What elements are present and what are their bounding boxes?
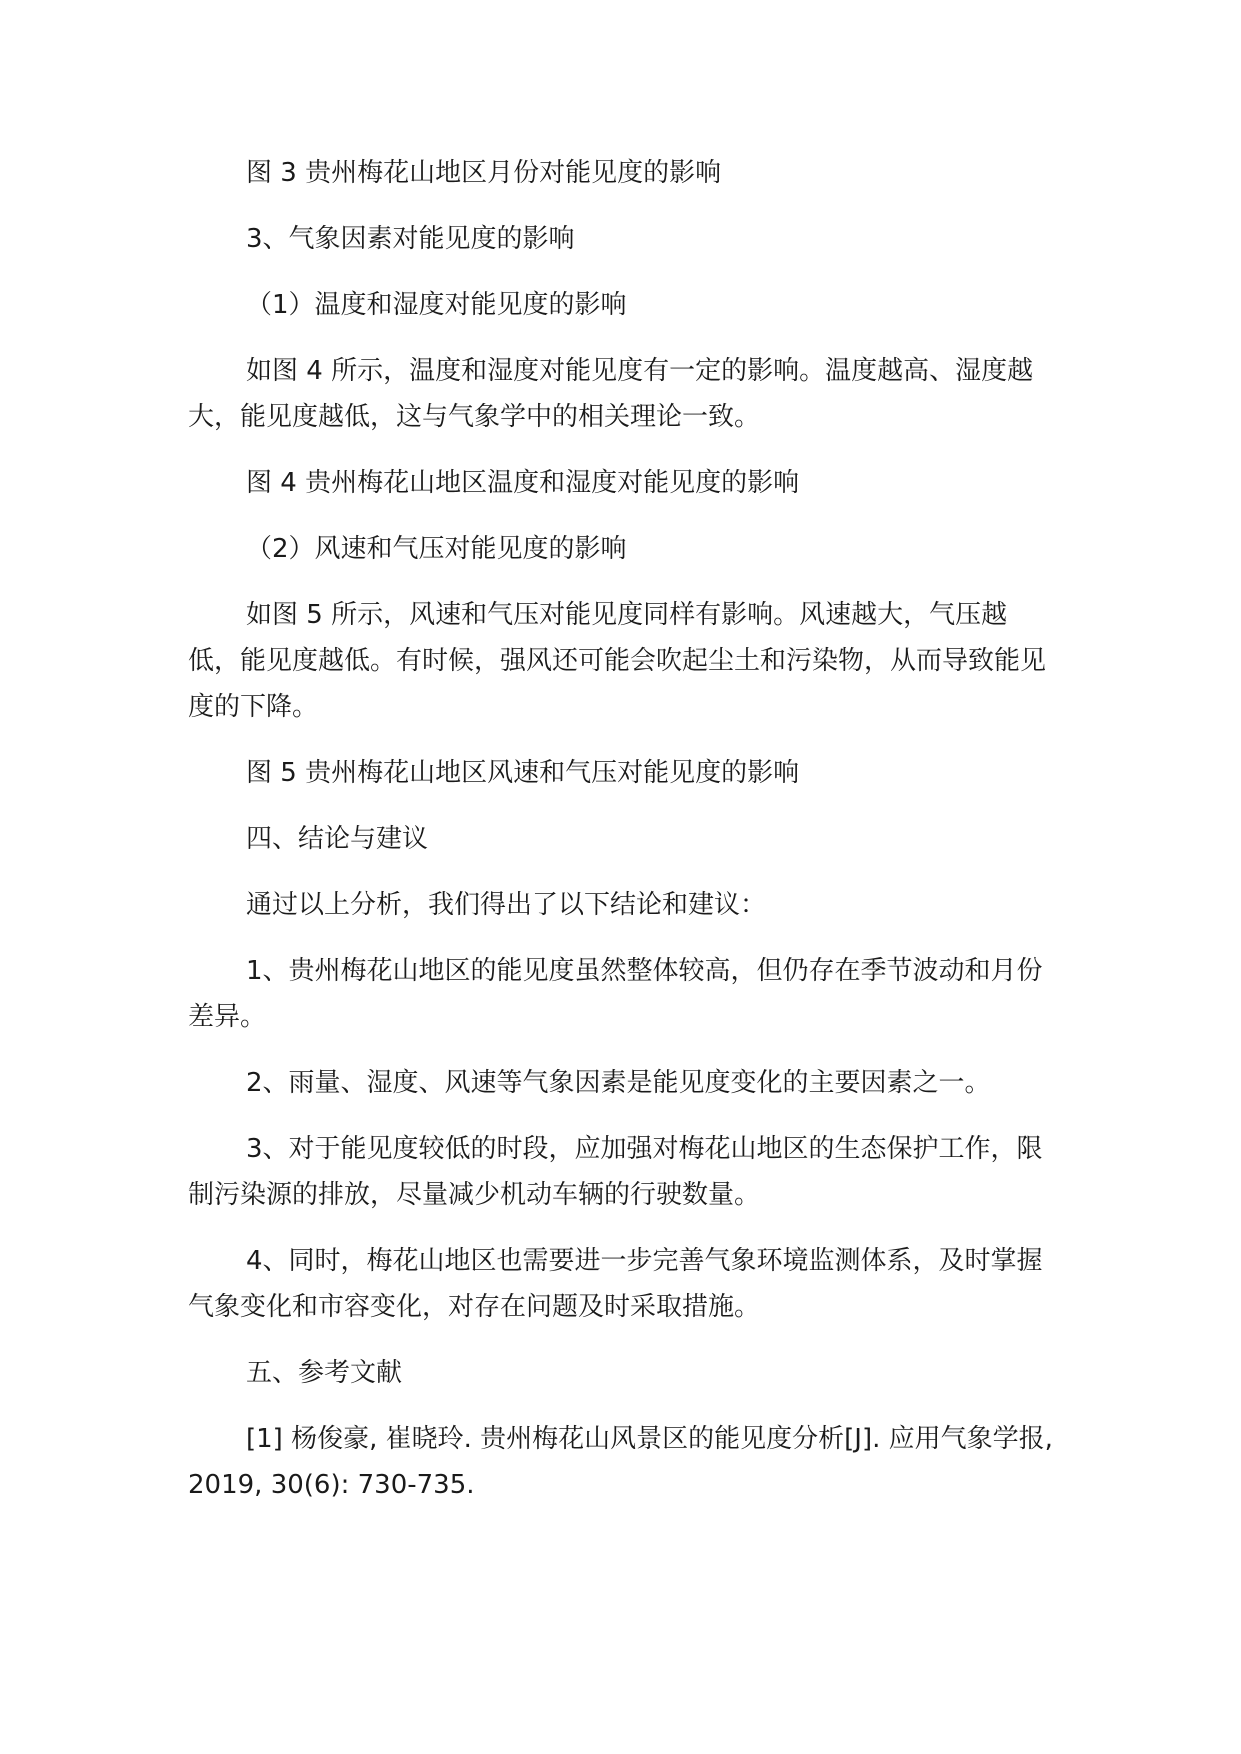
reference-item-1: [1] 杨俊豪, 崔晓玲. 贵州梅花山风景区的能见度分析[J]. 应用气象学报, 2019, 30(6): 730-735. bbox=[188, 1424, 1053, 1500]
figure-caption-3: 图 3 贵州梅花山地区月份对能见度的影响 bbox=[246, 158, 722, 188]
document-body bbox=[188, 150, 1058, 1528]
conclusion-item-2: 2、雨量、湿度、风速等气象因素是能见度变化的主要因素之一。 bbox=[246, 1068, 991, 1098]
conclusion-item-1: 1、贵州梅花山地区的能见度虽然整体较高，但仍存在季节波动和月份差异。 bbox=[188, 956, 1043, 1032]
subsection-heading-wind-pressure: （2）风速和气压对能见度的影响 bbox=[246, 534, 627, 564]
subsection-heading-temperature-humidity: （1）温度和湿度对能见度的影响 bbox=[246, 290, 627, 320]
paragraph-conclusions-intro: 通过以上分析，我们得出了以下结论和建议： bbox=[246, 890, 767, 920]
section-heading-conclusions: 四、结论与建议 bbox=[246, 824, 429, 854]
paragraph-temperature-humidity: 如图 4 所示，温度和湿度对能见度有一定的影响。温度越高、湿度越大，能见度越低，这与气象学中的相关理论一致。 bbox=[188, 356, 1034, 432]
figure-caption-4: 图 4 贵州梅花山地区温度和湿度对能见度的影响 bbox=[246, 468, 800, 498]
conclusion-item-3: 3、对于能见度较低的时段，应加强对梅花山地区的生态保护工作，限制污染源的排放，尽量减少机动车辆的行驶数量。 bbox=[188, 1134, 1043, 1210]
section-heading-references: 五、参考文献 bbox=[246, 1358, 403, 1388]
paragraph-wind-pressure: 如图 5 所示，风速和气压对能见度同样有影响。风速越大，气压越低，能见度越低。有时候，强风还可能会吹起尘土和污染物，从而导致能见度的下降。 bbox=[188, 600, 1047, 722]
figure-caption-5: 图 5 贵州梅花山地区风速和气压对能见度的影响 bbox=[246, 758, 800, 788]
section-heading-meteorological-factors: 3、气象因素对能见度的影响 bbox=[246, 224, 575, 254]
conclusion-item-4: 4、同时，梅花山地区也需要进一步完善气象环境监测体系，及时掌握气象变化和市容变化，对存在问题及时采取措施。 bbox=[188, 1246, 1043, 1322]
